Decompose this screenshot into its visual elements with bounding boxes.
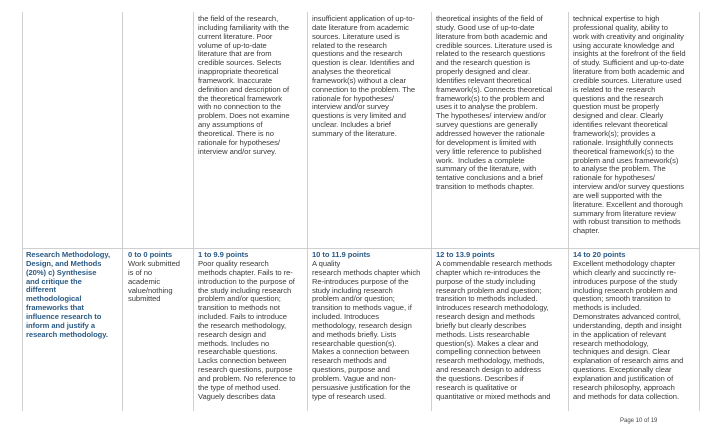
band0-description: Work submitted is of no academic value/nothing submitted [128, 260, 180, 304]
band4-description: Excellent methodology chapter which clearly and succinctly re- introduces purpose of the study including research problem and question; smooth transition to methods is included. Demonstrates advanced control, understanding, depth and insight in the application of relevant research methodology, techniques and design. Clear explanation of research aims and questions. Exceptionally clear explanation and justification of research philosophy, approach and methods for data collection. [573, 260, 684, 401]
rubric-table [22, 12, 700, 411]
band2-description: A quality research methods chapter which Re-introduces purpose of the study including research problem and/or question; transition to methods vague, if included. Introduces methodology, research design and methods briefly. Lists researchable question(s). Makes a connection between research methods and questions, purpose and problem. Vague and non- persuasive justification for the type of research used. [312, 260, 421, 401]
column-divider [193, 12, 194, 411]
band2-points: 10 to 11.9 points [312, 251, 371, 259]
row1-band4-description: technical expertise to high professional quality, ability to work with creativity and originality using accurate knowledge and insights at the forefront of the field of study. Sufficient and up-to-date literature from both academic and credible sources. Literature used is related to the research questions and the research question must be properly designed and clear. Clearly identifies relevant theoretical framework(s); provides a rationale. Insightfully connects theoretical framework(s) to the problem and uses framework(s) to analyse the problem. The rationale for hypotheses/ interview and/or survey questions are well supported with the literature. Excellent and thorough summary from literature review with robust transition to methods chapter. [573, 15, 686, 236]
column-divider [307, 12, 308, 411]
band3-description: A commendable research methods chapter which re-introduces the purpose of the study including research problem and question; transition to methods included. Introduces research methodology, research design and methods briefly but clearly describes methods. Lists researchable question(s). Makes a clear and compelling connection between research methodology, methods, and research design to address the questions. Describes if research is qualitative or quantitative or mixed methods and [436, 260, 552, 401]
column-divider [122, 12, 123, 411]
column-divider [568, 12, 569, 411]
band3-points: 12 to 13.9 points [436, 251, 495, 259]
band1-description: Poor quality research methods chapter. Fails to re- introduction to the purpose of the study including research problem and/or question; transition to methods not included. Fails to introduce the research methodology, research design and methods. Includes no researchable questions. Lacks connection between research questions, purpose and problem. No reference to the type of method used. Vaguely describes data [198, 260, 296, 401]
band4-points: 14 to 20 points [573, 251, 626, 259]
band1-points: 1 to 9.9 points [198, 251, 249, 259]
row1-band2-description: insufficient application of up-to- date literature from academic sources. Literature used is related to the research questions and the research question is clear. Identifies and analyses the theoretical framework(s) without a clear connection to the problem. The rationale for hypotheses/ interview and/or survey questions is very limited and unclear. Includes a brief summary of the literature. [312, 15, 416, 138]
criterion-research-methodology: Research Methodology, Design, and Methods (20%) c) Synthesise and critique the different methodological frameworks that influence research to inform and justify a research methodology. [26, 251, 111, 339]
row-divider [23, 248, 699, 249]
row1-band1-description: the field of the research, including familiarity with the current literature. Poor volume of up-to-date literature that are from credible sources. Selects inappropriate theoretical framework. Inaccurate definition and description of the theoretical framework with no connection to the problem. Does not examine any assumptions of theoretical. There is no rationale for hypotheses/ interview and/or survey. [198, 15, 290, 156]
column-divider [431, 12, 432, 411]
band0-points: 0 to 0 points [128, 251, 173, 259]
row1-band3-description: theoretical insights of the field of study. Good use of up-to-date literature from both academic and credible sources. Literature used is related to the research questions and the research question is properly designed and clear. Identifies relevant theoretical framework(s). Connects theoretical framework(s) to the problem and uses it to analyse the problem. The hypotheses/ interview and/or survey questions are generally addressed however the rationale for development is limited with very little reference to published work. Includes a complete summary of the literature, with tentative conclusions and a brief transition to methods chapter. [436, 15, 553, 192]
page-number: Page 10 of 19 [620, 418, 658, 424]
